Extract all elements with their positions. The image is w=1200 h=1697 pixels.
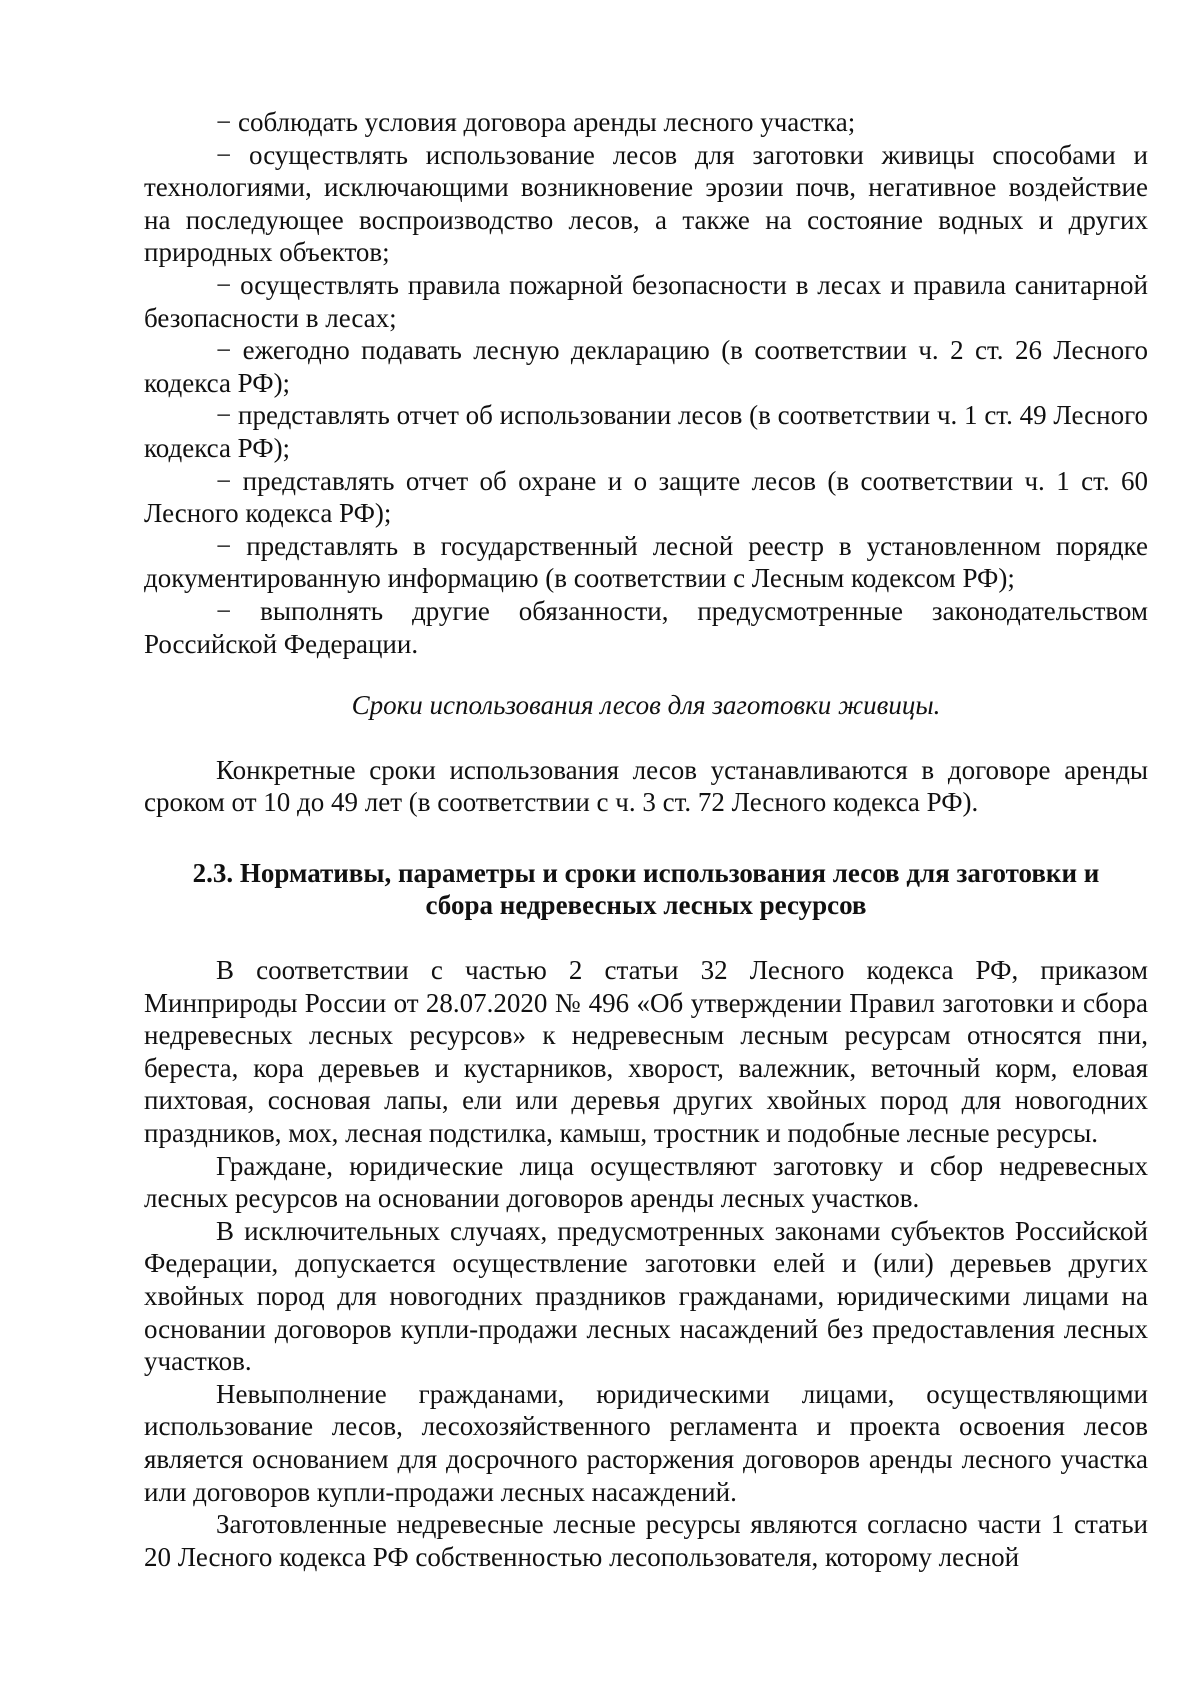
obligation-item: − представлять отчет об охране и о защите лесов (в соответствии ч. 1 ст. 60 Лесного кодекса РФ); bbox=[144, 465, 1148, 529]
obligation-item: − выполнять другие обязанности, предусмотренные законодательством Российской Федерации. bbox=[144, 595, 1148, 659]
section-paragraph: Граждане, юридические лица осуществляют заготовку и сбор недревесных лесных ресурсов на основании договоров аренды лесных участков. bbox=[144, 1150, 1148, 1214]
section-heading-line-1: 2.3. Нормативы, параметры и сроки использования лесов для заготовки и bbox=[192, 857, 1100, 888]
spacer bbox=[144, 922, 1148, 954]
obligation-item: − осуществлять использование лесов для заготовки живицы способами и технологиями, исключающими возникновение эрозии почв, негативное воздействие на последующее воспроизводство лесов, а также на состояние водных и других природных объектов; bbox=[144, 139, 1148, 268]
section-paragraph: В соответствии с частью 2 статьи 32 Лесного кодекса РФ, приказом Минприроды России от 28.07.2020 № 496 «Об утверждении Правил заготовки и сбора недревесных лесных ресурсов» к недревесным лесным ресурсам относятся пни, береста, кора деревьев и кустарников, хворост, валежник, веточный корм, еловая пихтовая, сосновая лапы, ели или деревья других хвойных пород для новогодних праздников, мох, лесная подстилка, камыш, тростник и подобные лесные ресурсы. bbox=[144, 955, 1148, 1149]
obligation-item: − представлять в государственный лесной реестр в установленном порядке документированную информацию (в соответствии с Лесным кодексом РФ); bbox=[144, 530, 1148, 594]
spacer bbox=[144, 722, 1148, 754]
spacer bbox=[144, 819, 1148, 857]
obligation-item: − осуществлять правила пожарной безопасности в лесах и правила санитарной безопасности в лесах; bbox=[144, 269, 1148, 333]
terms-subtitle: Сроки использования лесов для заготовки живицы. bbox=[351, 690, 941, 721]
spacer bbox=[144, 660, 1148, 689]
terms-paragraph: Конкретные сроки использования лесов устанавливаются в договоре аренды сроком от 10 до 49 лет (в соответствии с ч. 3 ст. 72 Лесного кодекса РФ). bbox=[144, 754, 1148, 818]
obligation-item: − ежегодно подавать лесную декларацию (в соответствии ч. 2 ст. 26 Лесного кодекса РФ); bbox=[144, 335, 1148, 398]
section-paragraph: В исключительных случаях, предусмотренных законами субъектов Российской Федерации, допускается осуществление заготовки елей и (или) деревьев других хвойных пород для новогодних праздников гражданами, юридическими лицами на основании договоров купли-продажи лесных насаждений без предоставления лесных участков. bbox=[144, 1215, 1148, 1377]
obligation-item: − представлять отчет об использовании лесов (в соответствии ч. 1 ст. 49 Лесного кодекса РФ); bbox=[144, 400, 1148, 463]
section-paragraph: Заготовленные недревесные лесные ресурсы являются согласно части 1 статьи 20 Лесного кодекса РФ собственностью лесопользователя, которому лесной bbox=[144, 1509, 1148, 1572]
document-page bbox=[144, 106, 1148, 1573]
section-heading-line-2: сбора недревесных лесных ресурсов bbox=[425, 890, 867, 921]
obligation-item: − соблюдать условия договора аренды лесного участка; bbox=[216, 107, 856, 137]
section-paragraph: Невыполнение гражданами, юридическими лицами, осуществляющими использование лесов, лесохозяйственного регламента и проекта освоения лесов является основанием для досрочного расторжения договоров аренды лесного участка или договоров купли-продажи лесных насаждений. bbox=[144, 1378, 1148, 1507]
